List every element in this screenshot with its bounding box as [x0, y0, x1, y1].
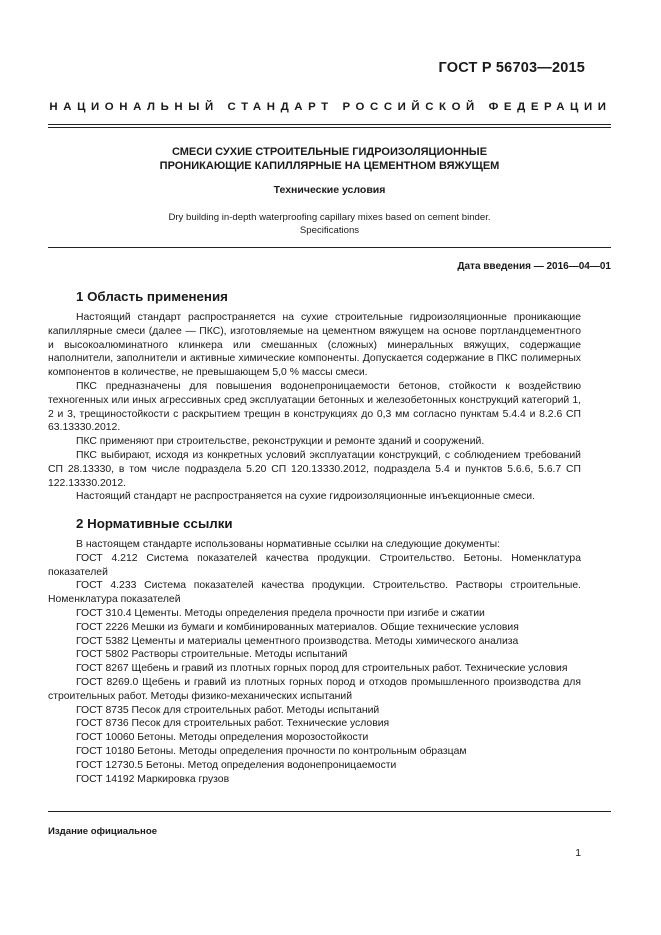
- title-divider: [48, 247, 611, 248]
- official-edition-label: Издание официальное: [48, 826, 158, 837]
- reference-item: ГОСТ 8269.0 Щебень и гравий из плотных горных пород и отходов промышленного производства для строительных работ. Методы физико-механических испытаний: [48, 676, 581, 702]
- standard-code: ГОСТ Р 56703—2015: [438, 60, 585, 76]
- reference-item: ГОСТ 5382 Цементы и материалы цементного производства. Методы химического анализа: [76, 635, 519, 647]
- english-title-line-2: Specifications: [299, 224, 360, 236]
- section-1-heading: 1 Область применения: [76, 289, 228, 304]
- reference-item: ГОСТ 8736 Песок для строительных работ. Технические условия: [76, 718, 390, 730]
- document-title-line-1: СМЕСИ СУХИЕ СТРОИТЕЛЬНЫЕ ГИДРОИЗОЛЯЦИОННЫЕ: [171, 146, 488, 158]
- reference-item: ГОСТ 10060 Бетоны. Методы определения морозостойкости: [76, 732, 369, 744]
- section-1-paragraph: Настоящий стандарт не распространяется на сухие гидроизоляционные инъекционные смеси.: [76, 491, 535, 503]
- section-2-heading: 2 Нормативные ссылки: [76, 516, 233, 531]
- reference-item: ГОСТ 12730.5 Бетоны. Метод определения водонепроницаемости: [76, 759, 397, 771]
- section-1-paragraph: ПКС применяют при строительстве, реконструкции и ремонте зданий и сооружений.: [76, 436, 485, 448]
- reference-item: ГОСТ 8267 Щебень и гравий из плотных горных пород для строительных работ. Технические условия: [76, 663, 568, 675]
- section-1-paragraph: Настоящий стандарт распространяется на сухие строительные гидроизоляционные проникающие капиллярные смеси (далее — ПКС), изготовляемые на цементном вяжущем на основе портландцементного и высокоалюминатного клинкера или смешанных (сложных) минеральных вяжущих, содержащие наполнители, заполнители и активные химические компоненты. Допускается содержание в ПКС полимерных компонентов в количестве, не превышающем 5,0 % массы смеси.: [48, 312, 581, 379]
- reference-item: ГОСТ 10180 Бетоны. Методы определения прочности по контрольным образцам: [76, 745, 467, 757]
- references-intro: В настоящем стандарте использованы нормативные ссылки на следующие документы:: [76, 539, 500, 550]
- english-title: [48, 212, 611, 237]
- english-title-line-1: Dry building in-depth waterproofing capillary mixes based on cement binder.: [168, 212, 491, 223]
- document-title-line-2: ПРОНИКАЮЩИЕ КАПИЛЛЯРНЫЕ НА ЦЕМЕНТНОМ ВЯЖУЩЕМ: [159, 160, 500, 172]
- reference-item: ГОСТ 14192 Маркировка грузов: [76, 773, 230, 785]
- reference-item: ГОСТ 5802 Растворы строительные. Методы испытаний: [76, 649, 348, 661]
- section-1-paragraph: ПКС выбирают, исходя из конкретных условий эксплуатации конструкций, с соблюдением требований СП 28.13330, в том числе подраздела 5.20 СП 120.13330.2012, подраздела 5.4 и пунктов 5.6.6, 5.6.7 СП 122.13330.2012.: [48, 449, 581, 489]
- reference-item: ГОСТ 8735 Песок для строительных работ. Методы испытаний: [76, 704, 380, 716]
- national-standard-title: НАЦИОНАЛЬНЫЙ СТАНДАРТ РОССИЙСКОЙ ФЕДЕРАЦИИ: [49, 101, 612, 113]
- page-number: 1: [575, 848, 581, 859]
- document-title: [48, 145, 611, 173]
- document-subtitle: Технические условия: [273, 184, 386, 196]
- reference-item: ГОСТ 310.4 Цементы. Методы определения предела прочности при изгибе и сжатии: [76, 607, 485, 619]
- reference-item: ГОСТ 4.233 Система показателей качества продукции. Строительство. Растворы строительные. Номенклатура показателей: [48, 580, 581, 606]
- introduction-date: Дата введения — 2016—04—01: [457, 261, 611, 272]
- header-rule-bottom: [48, 127, 611, 128]
- header-rule-top: [48, 124, 611, 125]
- section-1-paragraph: ПКС предназначены для повышения водонепроницаемости бетонов, стойкости к воздействию техногенных или иных агрессивных сред эксплуатации бетонных и железобетонных конструкций категорий 1, 2 и 3, трещиностойкости с раскрытием трещин в конструкциях до 0,3 мм согласно пунктам 5.4.4 и 8.2.6 СП 63.13330.2012.: [48, 380, 581, 434]
- section-2-body: [48, 538, 581, 786]
- section-1-body: [48, 311, 581, 504]
- footer-rule: [48, 811, 611, 812]
- reference-item: ГОСТ 2226 Мешки из бумаги и комбинированных материалов. Общие технические условия: [76, 621, 519, 633]
- reference-item: ГОСТ 4.212 Система показателей качества продукции. Строительство. Бетоны. Номенклатура показателей: [48, 552, 581, 578]
